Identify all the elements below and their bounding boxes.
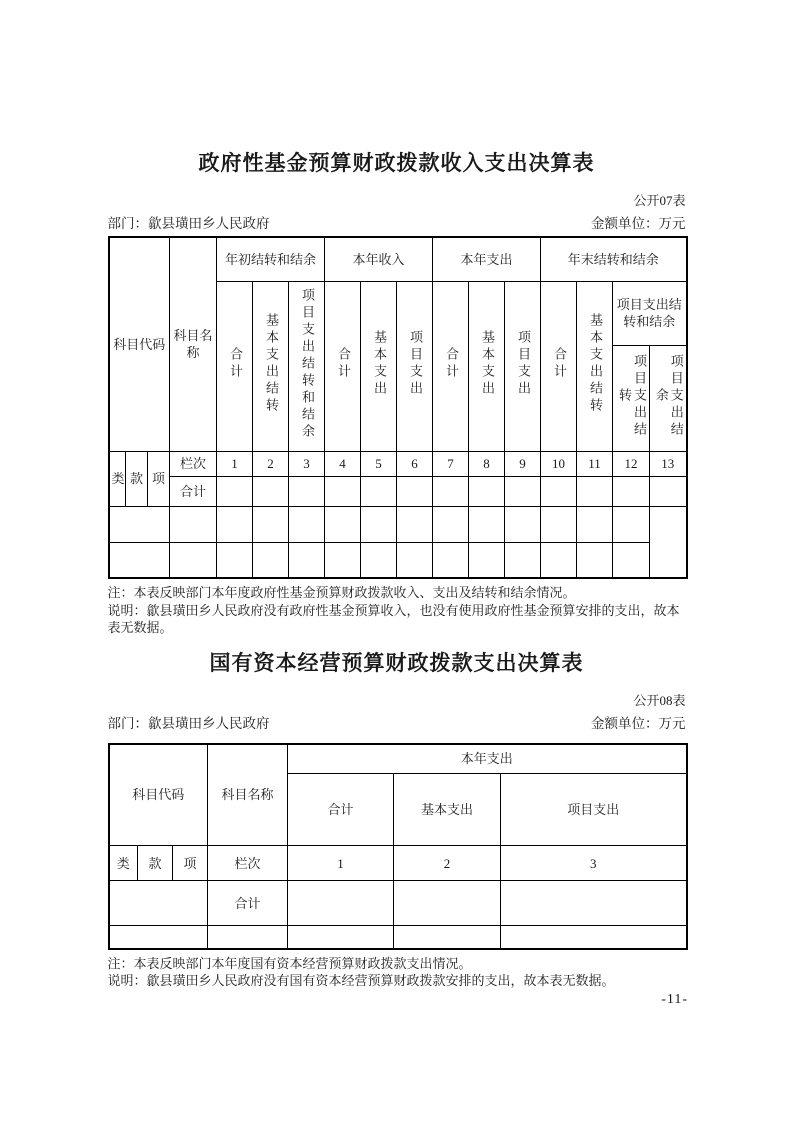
- empty-cell: [505, 542, 541, 578]
- lane-number-cell: 11: [577, 451, 613, 476]
- lane-number-cell: 12: [613, 451, 650, 476]
- col-header-text: 项目支出结转和结余: [299, 287, 315, 441]
- note-line: 说明：歙县璜田乡人民政府没有政府性基金预算收入，也没有使用政府性基金预算安排的支出，故本表无数据。: [107, 602, 680, 635]
- col-header-text: 合计: [444, 347, 459, 381]
- table2-unit-label: 金额单位：万元: [591, 715, 686, 731]
- code-col-item: 项: [173, 846, 208, 881]
- total-value-cell: [433, 476, 469, 506]
- table1-code-label: 公开07表: [633, 193, 686, 208]
- lane-number-cell: 7: [433, 451, 469, 476]
- lane-number-cell: 6: [397, 451, 433, 476]
- table1-title: 政府性基金预算财政拨款收入支出决算表: [198, 152, 595, 175]
- col-header-total: [217, 281, 253, 451]
- empty-cell: [325, 506, 361, 542]
- gov-fund-budget-table: [108, 236, 688, 579]
- code-col-class: 类: [109, 846, 138, 881]
- empty-cell: [469, 506, 505, 542]
- group-header-opening-balance: 年初结转和结余: [217, 237, 325, 281]
- col-header-text: 项目支出结余: [653, 353, 684, 439]
- empty-cell: [288, 926, 394, 949]
- code-col-class: 类: [109, 451, 126, 506]
- col-header-project-expenditure-balance: [289, 281, 325, 451]
- table2-department-label: 部门：歙县璜田乡人民政府: [107, 715, 270, 731]
- empty-cell: [289, 506, 325, 542]
- total-value-cell: [289, 476, 325, 506]
- table1-meta-row: [108, 216, 686, 232]
- table2-code-label: 公开08表: [633, 692, 686, 708]
- total-row-label: 合计: [170, 476, 217, 506]
- col-header-text: 合计: [335, 347, 351, 381]
- col-header-text: 合计: [552, 347, 568, 381]
- state-capital-budget-table: [108, 743, 688, 950]
- empty-cell: [469, 542, 505, 578]
- subject-code-header: 科目代码: [109, 744, 208, 846]
- total-value-cell: [217, 476, 253, 506]
- empty-cell: [109, 881, 208, 926]
- col-header-basic-expenditure: [361, 281, 397, 451]
- table1-department-label: 部门：歙县璜田乡人民政府: [107, 216, 270, 231]
- total-value-cell: [501, 881, 687, 926]
- total-value-cell: [394, 881, 501, 926]
- lane-number-cell: 5: [361, 451, 397, 476]
- col-header-basic-expenditure-carryover: [253, 281, 289, 451]
- code-col-section: 款: [138, 846, 173, 881]
- subject-name-header: 科目名称: [208, 744, 288, 846]
- lane-label-cell: 栏次: [170, 451, 217, 476]
- empty-cell: [109, 542, 170, 578]
- table1-notes: [108, 584, 686, 637]
- total-value-cell: [577, 476, 613, 506]
- table-row: [109, 926, 687, 949]
- empty-cell: [613, 542, 650, 578]
- col-header-text: 项目支出结转: [617, 353, 647, 439]
- empty-cell: [289, 542, 325, 578]
- empty-cell: [541, 542, 577, 578]
- total-value-cell: [288, 881, 394, 926]
- col-header-basic-expenditure: [469, 281, 505, 451]
- total-row-label: 合计: [208, 881, 288, 926]
- total-value-cell: [505, 476, 541, 506]
- lane-number-cell: 1: [217, 451, 253, 476]
- total-value-cell: [541, 476, 577, 506]
- group-header-current-year-income: 本年收入: [325, 237, 433, 281]
- col-header-total: [541, 281, 577, 451]
- table-row: [109, 506, 687, 542]
- code-col-item: 项: [148, 451, 170, 506]
- empty-cell: [170, 506, 217, 542]
- page-content: [108, 0, 686, 990]
- col-header-basic-expenditure-carryover: [577, 281, 613, 451]
- total-value-cell: [397, 476, 433, 506]
- empty-cell: [501, 926, 687, 949]
- empty-cell: [217, 542, 253, 578]
- col-header-project-expenditure: [505, 281, 541, 451]
- subgroup-header-project-expenditure-balance: 项目支出结转和结余: [613, 281, 687, 345]
- empty-cell: [397, 542, 433, 578]
- empty-cell: [577, 542, 613, 578]
- table2-notes: [108, 955, 686, 990]
- col-header-total: [325, 281, 361, 451]
- col-header-project-expenditure: 项目支出: [501, 774, 687, 846]
- empty-cell: [613, 506, 650, 542]
- total-value-cell: [361, 476, 397, 506]
- col-header-text: 项目支出: [407, 330, 423, 398]
- empty-cell: [361, 506, 397, 542]
- empty-cell: [109, 926, 208, 949]
- col-header-total: 合计: [288, 774, 394, 846]
- lane-number-cell: 3: [501, 846, 687, 881]
- lane-number-cell: 13: [650, 451, 687, 476]
- subject-name-header: 科目名称: [170, 237, 217, 451]
- empty-cell: [577, 506, 613, 542]
- empty-cell: [253, 506, 289, 542]
- col-header-total-text: 合计: [227, 347, 243, 381]
- empty-cell: [217, 506, 253, 542]
- total-value-cell: [253, 476, 289, 506]
- total-value-cell: [613, 476, 650, 506]
- table-row: [109, 542, 687, 578]
- note-line: 注：本表反映部门本年度国有资本经营预算财政拨款支出情况。: [107, 955, 472, 971]
- subject-code-header: 科目代码: [109, 237, 170, 451]
- lane-number-cell: 9: [505, 451, 541, 476]
- lane-number-cell: 10: [541, 451, 577, 476]
- col-header-text: 基本支出: [480, 330, 495, 398]
- empty-cell: [325, 542, 361, 578]
- page-number: -11-: [661, 992, 688, 1007]
- empty-cell: [397, 506, 433, 542]
- group-header-current-year-expenditure: 本年支出: [433, 237, 541, 281]
- empty-cell: [208, 926, 288, 949]
- lane-number-cell: 1: [288, 846, 394, 881]
- col-header-basic-expenditure: 基本支出: [394, 774, 501, 846]
- lane-number-cell: 2: [394, 846, 501, 881]
- empty-cell: [253, 542, 289, 578]
- col-header-project-expenditure-remainder: [650, 345, 687, 451]
- table1-unit-label: 金额单位：万元: [591, 216, 686, 231]
- lane-number-cell: 4: [325, 451, 361, 476]
- col-header-project-expenditure: [397, 281, 433, 451]
- empty-cell: [109, 506, 170, 542]
- col-header-text: 项目支出: [516, 330, 531, 398]
- empty-cell: [394, 926, 501, 949]
- group-header-current-year-expenditure: 本年支出: [288, 744, 687, 774]
- total-value-cell: [650, 476, 687, 506]
- note-line: 说明：歙县璜田乡人民政府没有国有资本经营预算财政拨款安排的支出，故本表无数据。: [107, 973, 615, 988]
- col-header-text: 基本支出结转: [588, 313, 604, 415]
- total-value-cell: [325, 476, 361, 506]
- empty-cell: [433, 542, 469, 578]
- group-header-year-end-balance: 年末结转和结余: [541, 237, 687, 281]
- lane-number-cell: 8: [469, 451, 505, 476]
- col-header-text: 基本支出结转: [263, 313, 279, 415]
- table2-title: 国有资本经营预算财政拨款支出决算表: [209, 651, 584, 675]
- table2-meta-row: [108, 716, 686, 732]
- empty-cell: [433, 506, 469, 542]
- empty-cell: [505, 506, 541, 542]
- col-header-project-expenditure-carryover: [613, 345, 650, 451]
- total-value-cell: [469, 476, 505, 506]
- empty-cell: [361, 542, 397, 578]
- note-line: 注：本表反映部门本年度政府性基金预算财政拨款收入、支出及结转和结余情况。: [107, 585, 576, 600]
- col-header-total: [433, 281, 469, 451]
- code-col-section: 款: [126, 451, 148, 506]
- lane-label-cell: 栏次: [208, 846, 288, 881]
- empty-cell: [170, 542, 217, 578]
- lane-number-cell: 2: [253, 451, 289, 476]
- lane-number-cell: 3: [289, 451, 325, 476]
- empty-cell: [541, 506, 577, 542]
- col-header-text: 基本支出: [371, 330, 387, 398]
